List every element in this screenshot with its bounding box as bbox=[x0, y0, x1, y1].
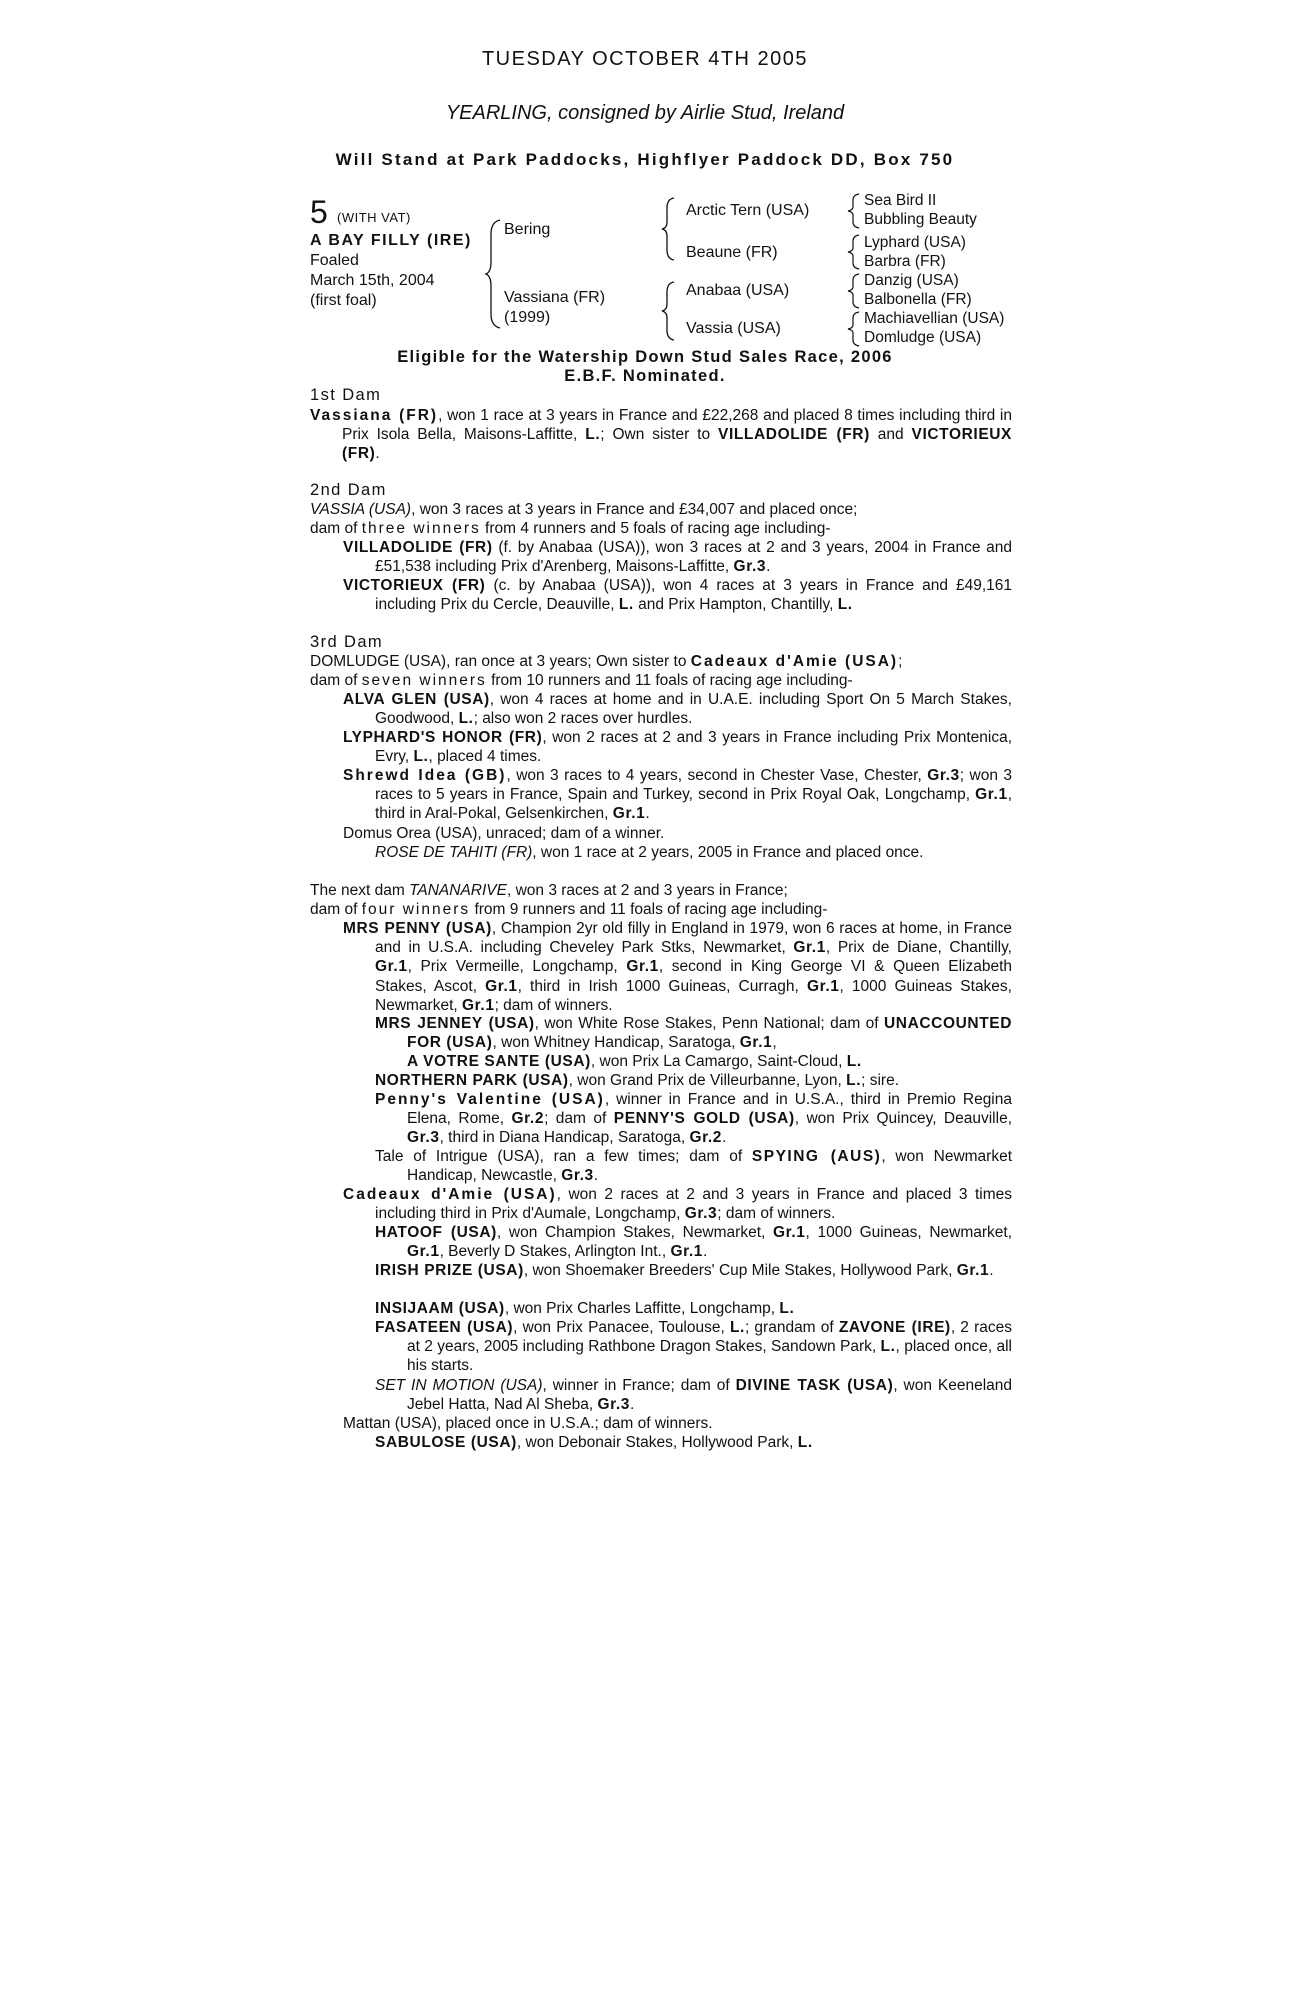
produce-mattan: Mattan (USA), placed once in U.S.A.; dam of winners. bbox=[343, 1415, 713, 1432]
produce-name: Cadeaux d'Amie (USA) bbox=[343, 1186, 557, 1203]
winners-count: four winners bbox=[361, 901, 471, 918]
first-dam-text: ; Own sister to bbox=[600, 426, 719, 444]
produce-text: , won 2 races at 2 and 3 years in France including Prix Montenica, Evry, bbox=[375, 729, 1013, 766]
produce-name: DIVINE TASK (USA) bbox=[735, 1377, 894, 1394]
produce-alva-glen bbox=[343, 690, 1012, 728]
produce-text: , third in Irish 1000 Guineas, Curragh, bbox=[517, 977, 807, 995]
produce-name: LYPHARD'S HONOR (FR) bbox=[343, 729, 543, 746]
vat-note: (WITH VAT) bbox=[337, 210, 411, 225]
produce-name: ZAVONE (IRE) bbox=[838, 1319, 951, 1336]
pedigree-brace-sire bbox=[660, 196, 678, 262]
produce-text: , Prix de Diane, Chantilly, bbox=[825, 939, 1012, 957]
first-dam-text: and bbox=[869, 426, 912, 444]
third-dam-text: , ran once at 3 years; Own sister to bbox=[446, 653, 691, 670]
third-dam-name: DOMLUDGE (USA) bbox=[310, 653, 447, 670]
produce-text: and Prix Hampton, Chantilly, bbox=[633, 596, 838, 614]
listed-mark: L. bbox=[837, 596, 853, 614]
produce-text: , won 2 races at 2 and 3 years in France and placed 3 times including third in Prix d'Aumale, Longchamp, bbox=[375, 1186, 1012, 1223]
pedigree-brace-g3 bbox=[846, 272, 862, 310]
produce-text: . bbox=[593, 1167, 599, 1185]
grade-mark: Gr.3 bbox=[407, 1129, 440, 1147]
grade-mark: Gr.3 bbox=[684, 1205, 718, 1223]
grade-mark: Gr.1 bbox=[739, 1034, 773, 1052]
grade-mark: Gr.1 bbox=[462, 996, 495, 1014]
produce-text: , won Shoemaker Breeders' Cup Mile Stakes, Hollywood Park, bbox=[523, 1262, 957, 1279]
produce-text: , won 1 race at 2 years, 2005 in France and placed once. bbox=[532, 844, 924, 861]
grade-mark: Gr.1 bbox=[772, 1224, 806, 1241]
ancestor-3: Lyphard (USA) bbox=[864, 234, 966, 251]
produce-text: . bbox=[722, 1129, 727, 1147]
grade-mark: Gr.3 bbox=[597, 1396, 630, 1414]
third-dam-line bbox=[310, 652, 1010, 671]
second-dam-produce-line bbox=[310, 519, 1010, 538]
grade-mark: Gr.3 bbox=[561, 1167, 594, 1185]
own-sister-name: VICTORIEUX (FR) bbox=[342, 426, 1012, 463]
lot-name: A BAY FILLY (IRE) bbox=[310, 232, 472, 249]
produce-text: , won Champion Stakes, Newmarket, bbox=[496, 1224, 773, 1241]
dam-year: (1999) bbox=[504, 309, 551, 326]
produce-name: VILLADOLIDE (FR) bbox=[343, 539, 493, 556]
dam-of-text: dam of bbox=[310, 520, 362, 537]
produce-name: FASATEEN (USA) bbox=[375, 1319, 514, 1336]
produce-name: PENNY'S GOLD (USA) bbox=[613, 1110, 795, 1128]
produce-hatoof bbox=[375, 1223, 1012, 1261]
produce-name: HATOOF (USA) bbox=[375, 1224, 497, 1241]
second-dam-heading: 2nd Dam bbox=[310, 481, 387, 499]
listed-mark: L. bbox=[458, 710, 474, 728]
produce-text: , bbox=[772, 1034, 777, 1052]
next-dam-name: TANANARIVE bbox=[409, 882, 507, 899]
produce-northern-park bbox=[375, 1071, 980, 1090]
produce-text: , 2 races at 2 years, 2005 including Rathbone Dragon Stakes, Sandown Park, bbox=[407, 1319, 1012, 1356]
ebf-nominated: E.B.F. Nominated. bbox=[564, 367, 726, 385]
produce-text: , winner in France; dam of bbox=[542, 1377, 736, 1394]
next-dam-text: The next dam bbox=[310, 882, 410, 899]
dam-dam: Vassia (USA) bbox=[686, 320, 781, 337]
produce-name: IRISH PRIZE (USA) bbox=[375, 1262, 524, 1279]
listed-mark: L. bbox=[618, 596, 634, 614]
produce-text: ; sire. bbox=[861, 1072, 900, 1089]
produce-text: , placed 4 times. bbox=[428, 748, 542, 766]
own-sister-name: VILLADOLIDE (FR) bbox=[718, 426, 870, 444]
produce-name: ROSE DE TAHITI (FR) bbox=[375, 844, 533, 861]
consignment-line: YEARLING, consigned by Airlie Stud, Ireland bbox=[445, 102, 845, 124]
pedigree-brace-g2 bbox=[846, 233, 862, 271]
produce-text: , 1000 Guineas Stakes, Newmarket, bbox=[375, 977, 1012, 1014]
produce-text: , winner in France and in U.S.A., third in Premio Regina Elena, Rome, bbox=[407, 1091, 1012, 1128]
produce-lyphards-honor bbox=[343, 728, 1012, 766]
produce-text: (c. by Anabaa (USA)), won 4 races at 3 years in France and £49,161 including Prix du Cercle, Deauville, bbox=[375, 577, 1012, 614]
produce-text: , Prix Vermeille, Longchamp, bbox=[407, 958, 627, 976]
first-dam-text: , won 1 race at 3 years in France and £22,268 and placed 8 times including third in Prix Isola Bella, Maisons-Laffitte, bbox=[342, 407, 1012, 444]
produce-sabulose bbox=[375, 1433, 980, 1452]
produce-text: (f. by Anabaa (USA)), won 3 races at 2 and 3 years, 2004 in France and £51,538 including Prix d'Arenberg, Maisons-Laffitte, bbox=[375, 539, 1012, 576]
third-dam-produce-line bbox=[310, 671, 1010, 690]
next-dam-produce-line bbox=[310, 900, 1010, 919]
produce-villadolide bbox=[343, 538, 1012, 576]
produce-text: ; dam of winners. bbox=[717, 1205, 836, 1223]
dam-of-text: from 9 runners and 11 foals of racing age including- bbox=[470, 901, 828, 918]
dam-of-text: from 4 runners and 5 foals of racing age including- bbox=[480, 520, 831, 537]
produce-name: NORTHERN PARK (USA) bbox=[375, 1072, 569, 1089]
produce-text: , won 4 races at home and in U.A.E. including Sport On 5 March Stakes, Goodwood, bbox=[375, 691, 1012, 728]
grade-mark: Gr.1 bbox=[612, 805, 646, 823]
produce-name: VICTORIEUX (FR) bbox=[343, 577, 486, 594]
dam-sire: Anabaa (USA) bbox=[686, 282, 790, 299]
produce-text: . bbox=[703, 1243, 708, 1261]
produce-text: , Champion 2yr old filly in England in 1979, won 6 races at home, in France and in U.S.A. including Cheveley Park Stks, Newmarket, bbox=[375, 920, 1012, 957]
pedigree-brace-g1 bbox=[846, 192, 862, 230]
produce-name: UNACCOUNTED FOR (USA) bbox=[407, 1015, 1013, 1052]
ancestor-2: Bubbling Beauty bbox=[864, 211, 977, 228]
produce-set-in-motion bbox=[375, 1376, 1012, 1414]
produce-mrs-jenney bbox=[375, 1014, 1012, 1052]
produce-tale-of-intrigue bbox=[375, 1147, 1012, 1185]
listed-mark: L. bbox=[846, 1053, 862, 1070]
listed-mark: L. bbox=[880, 1338, 896, 1356]
produce-text: , won Keeneland Jebel Hatta, Nad Al Sheba, bbox=[407, 1377, 1013, 1414]
first-dam-name: Vassiana (FR) bbox=[310, 407, 439, 424]
produce-name: SABULOSE (USA) bbox=[375, 1434, 517, 1451]
produce-text: ; dam of winners. bbox=[494, 996, 613, 1014]
produce-name: Penny's Valentine (USA) bbox=[375, 1091, 605, 1108]
produce-text: ; also won 2 races over hurdles. bbox=[473, 710, 693, 728]
produce-name: INSIJAAM (USA) bbox=[375, 1300, 505, 1317]
grade-mark: Gr.3 bbox=[733, 558, 767, 576]
produce-name: Shrewd Idea (GB) bbox=[343, 767, 507, 784]
grade-mark: Gr.1 bbox=[956, 1262, 990, 1279]
produce-victorieux bbox=[343, 576, 1012, 614]
dam-of-text: dam of bbox=[310, 672, 362, 689]
produce-name: MRS PENNY (USA) bbox=[343, 920, 492, 937]
ancestor-1: Sea Bird II bbox=[864, 192, 937, 209]
stabling-location: Will Stand at Park Paddocks, Highflyer Paddock DD, Box 750 bbox=[335, 150, 955, 169]
produce-text: . bbox=[989, 1262, 994, 1279]
produce-domus-orea: Domus Orea (USA), unraced; dam of a winner. bbox=[343, 825, 665, 842]
produce-text: , won Whitney Handicap, Saratoga, bbox=[492, 1034, 740, 1052]
own-sister-name: Cadeaux d'Amie (USA) bbox=[690, 653, 899, 670]
produce-text: ; dam of bbox=[544, 1110, 614, 1128]
third-dam-heading: 3rd Dam bbox=[310, 633, 384, 651]
produce-text: , won Grand Prix de Villeurbanne, Lyon, bbox=[568, 1072, 847, 1089]
pedigree-brace-dam bbox=[660, 280, 678, 342]
produce-text: ; won 3 races to 5 years in France, Spain and Turkey, second in Prix Royal Oak, Longchamp, bbox=[375, 767, 1012, 804]
grade-mark: Gr.1 bbox=[626, 958, 659, 976]
produce-text: , won Prix Quincey, Deauville, bbox=[794, 1110, 1012, 1128]
dam-of-text: from 10 runners and 11 foals of racing age including- bbox=[486, 672, 853, 689]
listed-mark: L. bbox=[797, 1434, 813, 1451]
produce-text: Tale of Intrigue (USA), ran a few times; dam of bbox=[375, 1148, 752, 1165]
listed-mark: L. bbox=[585, 426, 601, 444]
pedigree-brace-main bbox=[484, 218, 504, 330]
grade-mark: Gr.1 bbox=[485, 977, 518, 995]
first-dam-paragraph bbox=[310, 406, 1012, 464]
winners-count: seven winners bbox=[361, 672, 487, 689]
produce-name: MRS JENNEY (USA) bbox=[375, 1015, 535, 1032]
produce-text: , won Prix La Camargo, Saint-Cloud, bbox=[590, 1053, 847, 1070]
listed-mark: L. bbox=[846, 1072, 862, 1089]
produce-shrewd-idea bbox=[343, 766, 1012, 824]
produce-fasateen bbox=[375, 1318, 1012, 1376]
grade-mark: Gr.1 bbox=[975, 786, 1008, 804]
produce-text: , won Newmarket Handicap, Newcastle, bbox=[407, 1148, 1013, 1185]
produce-name: SPYING (AUS) bbox=[751, 1148, 882, 1165]
produce-text: , won White Rose Stakes, Penn National; dam of bbox=[534, 1015, 884, 1032]
next-dam-line bbox=[310, 881, 1010, 900]
produce-text: , won Debonair Stakes, Hollywood Park, bbox=[516, 1434, 798, 1451]
produce-text: , won 3 races to 4 years, second in Chester Vase, Chester, bbox=[506, 767, 928, 784]
produce-insijaam bbox=[375, 1299, 980, 1318]
next-dam-text: , won 3 races at 2 and 3 years in France; bbox=[506, 882, 788, 899]
produce-rose-de-tahiti bbox=[375, 843, 995, 862]
grade-mark: Gr.1 bbox=[670, 1243, 704, 1261]
third-dam-text: ; bbox=[898, 653, 903, 670]
sale-date: TUESDAY OCTOBER 4TH 2005 bbox=[481, 48, 809, 70]
grade-mark: Gr.2 bbox=[511, 1110, 545, 1128]
listed-mark: L. bbox=[413, 748, 429, 766]
listed-mark: L. bbox=[779, 1300, 795, 1317]
produce-pennys-valentine bbox=[375, 1090, 1012, 1148]
dam-of-text: dam of bbox=[310, 901, 362, 918]
produce-text: , third in Aral-Pokal, Gelsenkirchen, bbox=[375, 786, 1012, 823]
produce-text: . bbox=[766, 558, 771, 576]
eligibility-race: Eligible for the Watership Down Stud Sales Race, 2006 bbox=[397, 348, 893, 366]
produce-text: , second in King George VI & Queen Elizabeth Stakes, Ascot, bbox=[375, 958, 1012, 995]
grade-mark: Gr.3 bbox=[927, 767, 960, 784]
produce-name: SET IN MOTION (USA) bbox=[375, 1377, 543, 1394]
sire-sire: Arctic Tern (USA) bbox=[686, 202, 810, 219]
produce-text: , won Prix Charles Laffitte, Longchamp, bbox=[504, 1300, 780, 1317]
winners-count: three winners bbox=[361, 520, 481, 537]
dam: Vassiana (FR) bbox=[504, 289, 606, 306]
produce-text: ; grandam of bbox=[744, 1319, 839, 1336]
grade-mark: Gr.1 bbox=[375, 958, 408, 976]
ancestor-8: Domludge (USA) bbox=[864, 329, 982, 346]
produce-mrs-penny bbox=[343, 919, 1012, 1015]
produce-name: ALVA GLEN (USA) bbox=[343, 691, 490, 708]
produce-text: , third in Diana Handicap, Saratoga, bbox=[439, 1129, 690, 1147]
produce-a-votre-sante bbox=[407, 1052, 980, 1071]
grade-mark: Gr.1 bbox=[793, 939, 826, 957]
grade-mark: Gr.2 bbox=[689, 1129, 722, 1147]
grade-mark: Gr.1 bbox=[407, 1243, 440, 1261]
produce-irish-prize bbox=[375, 1261, 1012, 1280]
produce-text: , placed once, all his starts. bbox=[407, 1338, 1013, 1375]
ancestor-4: Barbra (FR) bbox=[864, 253, 946, 270]
ancestor-5: Danzig (USA) bbox=[864, 272, 959, 289]
foal-note: (first foal) bbox=[310, 292, 377, 309]
grade-mark: Gr.1 bbox=[806, 977, 840, 995]
second-dam-line bbox=[310, 500, 1010, 519]
ancestor-6: Balbonella (FR) bbox=[864, 291, 972, 308]
second-dam-name: VASSIA (USA) bbox=[310, 501, 412, 518]
produce-text: , Beverly D Stakes, Arlington Int., bbox=[439, 1243, 671, 1261]
produce-text: . bbox=[630, 1396, 635, 1414]
produce-text: . bbox=[645, 805, 650, 823]
pedigree-brace-g4 bbox=[846, 310, 862, 348]
ancestor-7: Machiavellian (USA) bbox=[864, 310, 1005, 327]
first-dam-heading: 1st Dam bbox=[310, 386, 382, 404]
produce-cadeaux-damie bbox=[343, 1185, 1012, 1223]
sire-dam: Beaune (FR) bbox=[686, 244, 778, 261]
second-dam-text: , won 3 races at 3 years in France and £34,007 and placed once; bbox=[411, 501, 858, 518]
foaled-date: March 15th, 2004 bbox=[310, 272, 435, 289]
produce-text: , won Prix Panacee, Toulouse, bbox=[513, 1319, 730, 1336]
foaled-label: Foaled bbox=[310, 252, 359, 269]
lot-number: 5 bbox=[310, 194, 328, 230]
first-dam-text: . bbox=[375, 445, 380, 463]
produce-text: , 1000 Guineas, Newmarket, bbox=[805, 1224, 1013, 1241]
produce-name: A VOTRE SANTE (USA) bbox=[407, 1053, 591, 1070]
listed-mark: L. bbox=[729, 1319, 745, 1336]
sire: Bering bbox=[504, 221, 551, 238]
